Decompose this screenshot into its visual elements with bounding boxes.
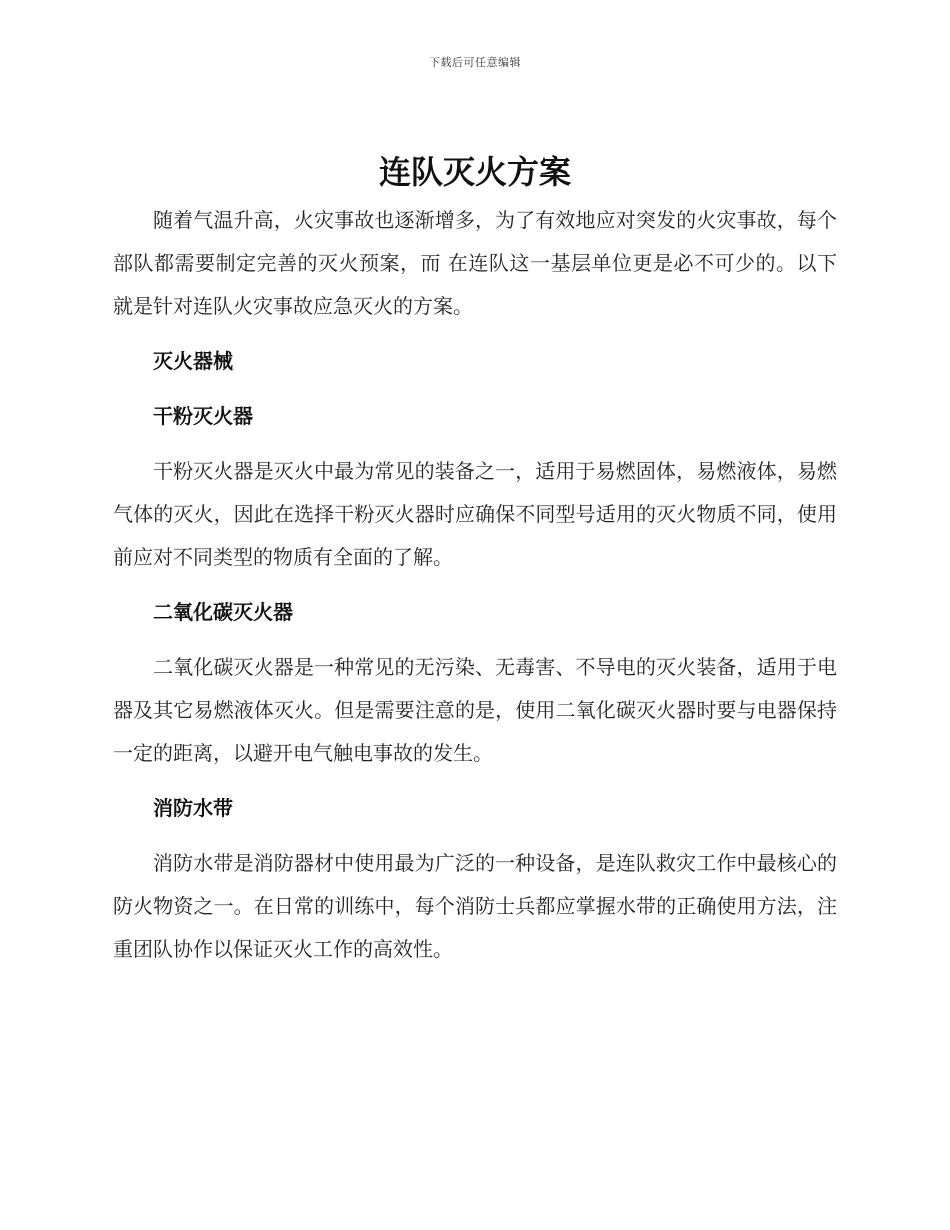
intro-paragraph: 随着气温升高，火灾事故也逐渐增多，为了有效地应对突发的火灾事故，每个部队都需要制定完善的灭火预案，而 在连队这一基层单位更是必不可少的。以下就是针对连队火灾事故应急灭火的方案。 bbox=[113, 208, 837, 318]
subheading-dry-powder: 干粉灭火器 bbox=[153, 404, 253, 428]
subheading-co2: 二氧化碳灭火器 bbox=[153, 600, 293, 624]
subheading-fire-hose: 消防水带 bbox=[153, 796, 233, 820]
section-heading-equipment: 灭火器械 bbox=[153, 349, 233, 373]
paragraph-co2: 二氧化碳灭火器是一种常见的无污染、无毒害、不导电的灭火装备，适用于电器及其它易燃液体灭火。但是需要注意的是，使用二氧化碳灭火器时要与电器保持一定的距离，以避开电气触电事故的发生。 bbox=[113, 655, 837, 765]
paragraph-fire-hose: 消防水带是消防器材中使用最为广泛的一种设备，是连队救灾工作中最核心的防火物资之一。在日常的训练中，每个消防士兵都应掌握水带的正确使用方法，注重团队协作以保证灭火工作的高效性。 bbox=[113, 851, 837, 961]
document-title: 连队灭火方案 bbox=[378, 153, 571, 191]
document-body bbox=[113, 199, 837, 971]
paragraph-dry-powder: 干粉灭火器是灭火中最为常见的装备之一，适用于易燃固体，易燃液体，易燃气体的灭火，因此在选择干粉灭火器时应确保不同型号适用的灭火物质不同，使用前应对不同类型的物质有全面的了解。 bbox=[113, 459, 837, 569]
header-note: 下载后可任意编辑 bbox=[429, 56, 521, 69]
